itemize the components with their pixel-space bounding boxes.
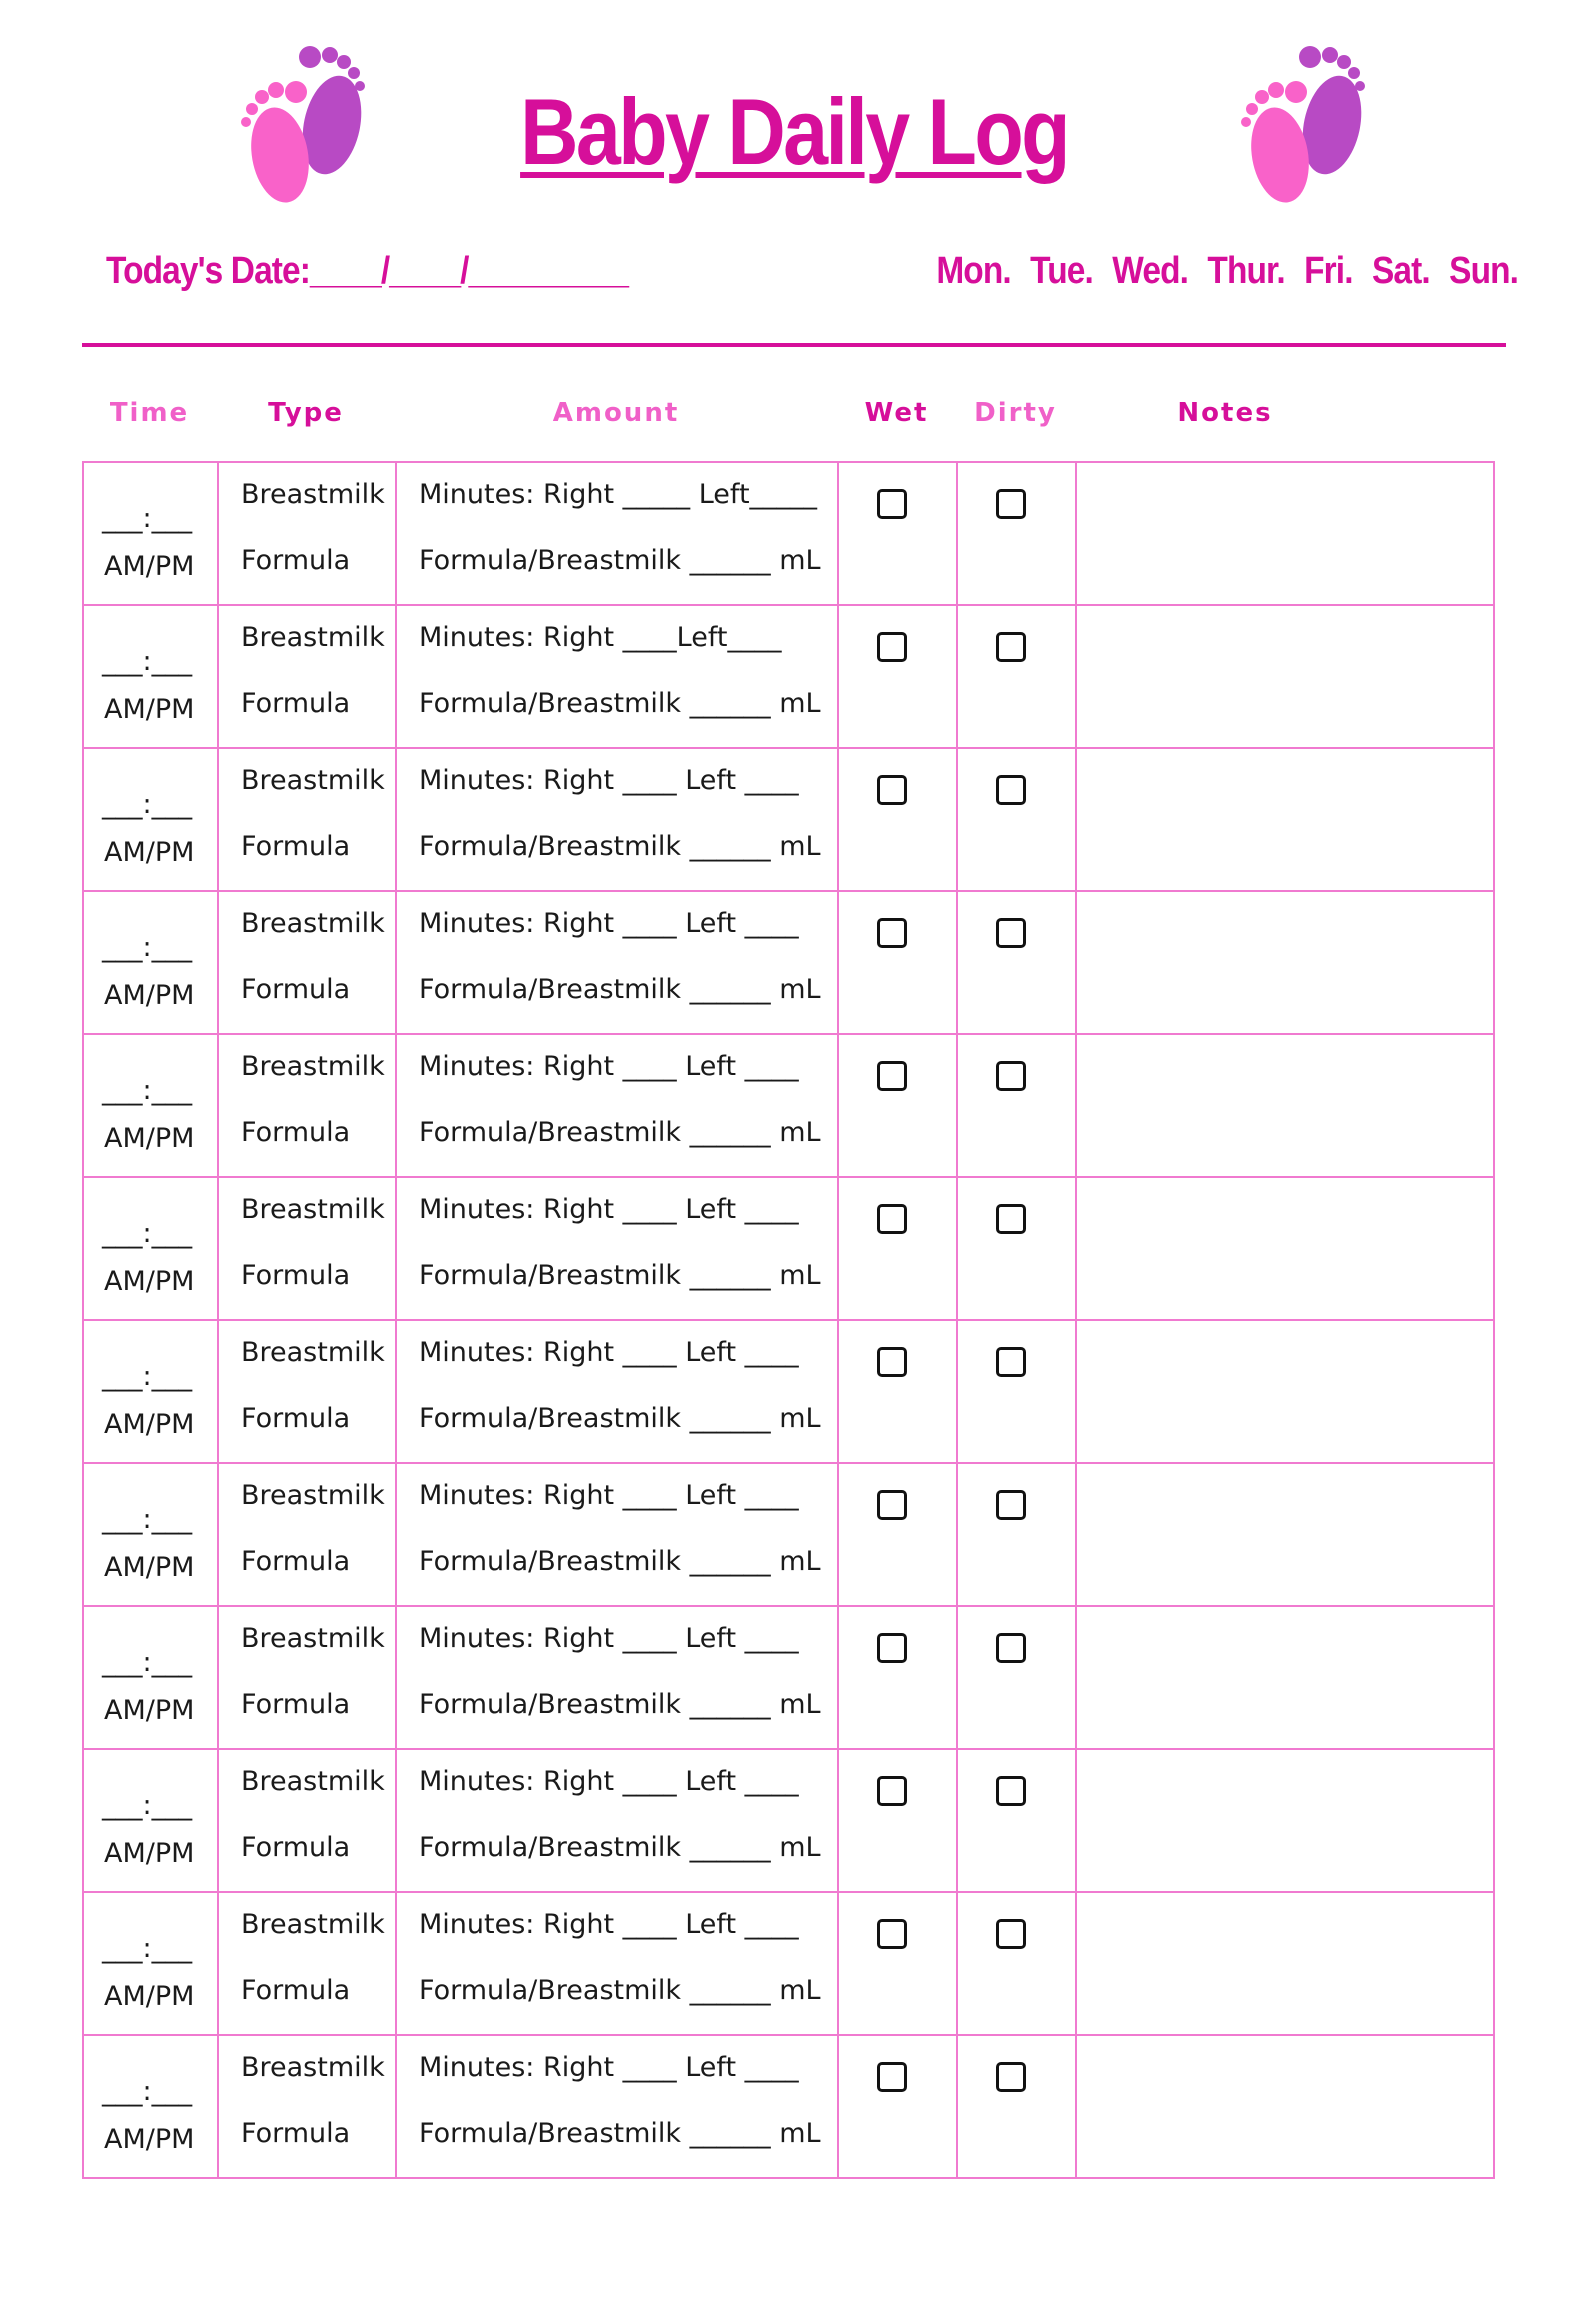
dirty-header: Dirty xyxy=(974,398,1057,428)
wet-checkbox[interactable] xyxy=(877,1061,907,1091)
volume-field: Formula/Breastmilk ______ mL xyxy=(419,2118,821,2149)
day-thur[interactable]: Thur. xyxy=(1207,250,1285,292)
wet-cell xyxy=(838,1463,957,1606)
volume-field: Formula/Breastmilk ______ mL xyxy=(419,1689,821,1720)
amount-cell[interactable] xyxy=(396,1606,838,1749)
wet-header: Wet xyxy=(864,398,929,428)
notes-cell[interactable] xyxy=(1076,2035,1494,2178)
dirty-cell xyxy=(957,1177,1076,1320)
minutes-field: Minutes: Right ____ Left ____ xyxy=(419,1194,799,1225)
amount-header: Amount xyxy=(552,398,680,428)
type-breastmilk[interactable]: Breastmilk xyxy=(241,1337,385,1368)
time-blank: ___:___ xyxy=(102,932,193,963)
page-title: Baby Daily Log xyxy=(520,79,1068,184)
wet-cell xyxy=(838,1034,957,1177)
type-cell xyxy=(218,1606,396,1749)
wet-cell xyxy=(838,605,957,748)
table-row xyxy=(83,1034,1494,1177)
dirty-checkbox[interactable] xyxy=(996,918,1026,948)
wet-cell xyxy=(838,748,957,891)
dirty-checkbox[interactable] xyxy=(996,489,1026,519)
volume-field: Formula/Breastmilk ______ mL xyxy=(419,1975,821,2006)
type-breastmilk[interactable]: Breastmilk xyxy=(241,1909,385,1940)
ampm-label: AM/PM xyxy=(104,2124,195,2155)
type-breastmilk[interactable]: Breastmilk xyxy=(241,1194,385,1225)
dirty-checkbox[interactable] xyxy=(996,2062,1026,2092)
amount-cell[interactable] xyxy=(396,1892,838,2035)
time-cell[interactable] xyxy=(83,1606,218,1749)
amount-cell[interactable] xyxy=(396,1034,838,1177)
ampm-label: AM/PM xyxy=(104,837,195,868)
table-row xyxy=(83,1749,1494,1892)
time-header: Time xyxy=(109,398,190,428)
type-cell xyxy=(218,1320,396,1463)
wet-checkbox[interactable] xyxy=(877,918,907,948)
wet-cell xyxy=(838,1177,957,1320)
type-cell xyxy=(218,2035,396,2178)
volume-field: Formula/Breastmilk ______ mL xyxy=(419,1832,821,1863)
dirty-cell xyxy=(957,605,1076,748)
amount-cell[interactable] xyxy=(396,2035,838,2178)
notes-cell[interactable] xyxy=(1076,1034,1494,1177)
time-blank: ___:___ xyxy=(102,1504,193,1535)
table-row xyxy=(83,2035,1494,2178)
minutes-field: Minutes: Right ____ Left ____ xyxy=(419,1051,799,1082)
type-cell xyxy=(218,1892,396,2035)
time-cell[interactable] xyxy=(83,1749,218,1892)
wet-checkbox[interactable] xyxy=(877,1347,907,1377)
date-field[interactable] xyxy=(106,250,628,293)
day-mon[interactable]: Mon. xyxy=(936,250,1011,292)
type-formula[interactable]: Formula xyxy=(241,831,351,862)
type-cell xyxy=(218,1463,396,1606)
dirty-checkbox[interactable] xyxy=(996,1490,1026,1520)
table-row xyxy=(83,605,1494,748)
ampm-label: AM/PM xyxy=(104,1838,195,1869)
day-wed[interactable]: Wed. xyxy=(1112,250,1188,292)
type-formula[interactable]: Formula xyxy=(241,545,351,576)
notes-cell[interactable] xyxy=(1076,891,1494,1034)
notes-header: Notes xyxy=(1177,398,1273,428)
dirty-cell xyxy=(957,1606,1076,1749)
ampm-label: AM/PM xyxy=(104,694,195,725)
wet-cell xyxy=(838,1320,957,1463)
volume-field: Formula/Breastmilk ______ mL xyxy=(419,545,821,576)
type-cell xyxy=(218,748,396,891)
type-cell xyxy=(218,605,396,748)
amount-cell[interactable] xyxy=(396,1320,838,1463)
time-blank: ___:___ xyxy=(102,1075,193,1106)
table-row xyxy=(83,462,1494,605)
time-blank: ___:___ xyxy=(102,2076,193,2107)
wet-checkbox[interactable] xyxy=(877,2062,907,2092)
dirty-checkbox[interactable] xyxy=(996,1061,1026,1091)
wet-checkbox[interactable] xyxy=(877,632,907,662)
minutes-field: Minutes: Right ____ Left ____ xyxy=(419,1623,799,1654)
minutes-field: Minutes: Right ____ Left ____ xyxy=(419,1909,799,1940)
wet-checkbox[interactable] xyxy=(877,1633,907,1663)
amount-cell[interactable] xyxy=(396,605,838,748)
wet-checkbox[interactable] xyxy=(877,1204,907,1234)
wet-checkbox[interactable] xyxy=(877,1776,907,1806)
ampm-label: AM/PM xyxy=(104,980,195,1011)
volume-field: Formula/Breastmilk ______ mL xyxy=(419,1403,821,1434)
time-cell[interactable] xyxy=(83,1177,218,1320)
dirty-checkbox[interactable] xyxy=(996,1633,1026,1663)
ampm-label: AM/PM xyxy=(104,1123,195,1154)
notes-cell[interactable] xyxy=(1076,1463,1494,1606)
minutes-field: Minutes: Right _____ Left_____ xyxy=(419,479,818,510)
amount-cell[interactable] xyxy=(396,1749,838,1892)
day-tue[interactable]: Tue. xyxy=(1030,250,1093,292)
dirty-checkbox[interactable] xyxy=(996,1204,1026,1234)
time-cell[interactable] xyxy=(83,605,218,748)
table-row xyxy=(83,1177,1494,1320)
type-breastmilk[interactable]: Breastmilk xyxy=(241,1623,385,1654)
type-breastmilk[interactable]: Breastmilk xyxy=(241,1480,385,1511)
dirty-cell xyxy=(957,1463,1076,1606)
type-formula[interactable]: Formula xyxy=(241,1403,351,1434)
ampm-label: AM/PM xyxy=(104,1266,195,1297)
type-breastmilk[interactable]: Breastmilk xyxy=(241,765,385,796)
date-blank: ____/____/_________ xyxy=(310,250,629,292)
wet-cell xyxy=(838,1606,957,1749)
amount-cell[interactable] xyxy=(396,748,838,891)
minutes-field: Minutes: Right ____ Left ____ xyxy=(419,765,799,796)
dirty-cell xyxy=(957,1034,1076,1177)
notes-cell[interactable] xyxy=(1076,1892,1494,2035)
wet-checkbox[interactable] xyxy=(877,775,907,805)
type-cell xyxy=(218,891,396,1034)
dirty-cell xyxy=(957,748,1076,891)
minutes-field: Minutes: Right ____ Left ____ xyxy=(419,1337,799,1368)
notes-cell[interactable] xyxy=(1076,1749,1494,1892)
type-breastmilk[interactable]: Breastmilk xyxy=(241,908,385,939)
time-cell[interactable] xyxy=(83,1320,218,1463)
type-breastmilk[interactable]: Breastmilk xyxy=(241,2052,385,2083)
type-breastmilk[interactable]: Breastmilk xyxy=(241,1766,385,1797)
minutes-field: Minutes: Right ____ Left ____ xyxy=(419,908,799,939)
time-blank: ___:___ xyxy=(102,1790,193,1821)
type-breastmilk[interactable]: Breastmilk xyxy=(241,622,385,653)
table-row xyxy=(83,1892,1494,2035)
time-cell[interactable] xyxy=(83,1892,218,2035)
volume-field: Formula/Breastmilk ______ mL xyxy=(419,974,821,1005)
type-formula[interactable]: Formula xyxy=(241,1975,351,2006)
type-formula[interactable]: Formula xyxy=(241,1689,351,1720)
dirty-checkbox[interactable] xyxy=(996,632,1026,662)
day-fri[interactable]: Fri. xyxy=(1304,250,1353,292)
dirty-checkbox[interactable] xyxy=(996,775,1026,805)
time-blank: ___:___ xyxy=(102,503,193,534)
type-formula[interactable]: Formula xyxy=(241,974,351,1005)
day-sun[interactable]: Sun. xyxy=(1449,250,1518,292)
time-cell[interactable] xyxy=(83,891,218,1034)
dirty-cell xyxy=(957,1892,1076,2035)
time-blank: ___:___ xyxy=(102,1361,193,1392)
wet-checkbox[interactable] xyxy=(877,1490,907,1520)
type-formula[interactable]: Formula xyxy=(241,1117,351,1148)
type-cell xyxy=(218,1749,396,1892)
minutes-field: Minutes: Right ____ Left ____ xyxy=(419,1766,799,1797)
table-row xyxy=(83,748,1494,891)
notes-cell[interactable] xyxy=(1076,1177,1494,1320)
dirty-cell xyxy=(957,1749,1076,1892)
wet-cell xyxy=(838,891,957,1034)
time-cell[interactable] xyxy=(83,1034,218,1177)
type-breastmilk[interactable]: Breastmilk xyxy=(241,479,385,510)
dirty-checkbox[interactable] xyxy=(996,1347,1026,1377)
ampm-label: AM/PM xyxy=(104,1552,195,1583)
type-header: Type xyxy=(268,398,344,428)
table-row xyxy=(83,891,1494,1034)
time-cell[interactable] xyxy=(83,2035,218,2178)
type-formula[interactable]: Formula xyxy=(241,1260,351,1291)
volume-field: Formula/Breastmilk ______ mL xyxy=(419,688,821,719)
time-blank: ___:___ xyxy=(102,1647,193,1678)
notes-cell[interactable] xyxy=(1076,605,1494,748)
ampm-label: AM/PM xyxy=(104,1981,195,2012)
day-sat[interactable]: Sat. xyxy=(1371,250,1430,292)
table-row xyxy=(83,1463,1494,1606)
dirty-cell xyxy=(957,1320,1076,1463)
wet-cell xyxy=(838,1892,957,2035)
type-cell xyxy=(218,1177,396,1320)
time-blank: ___:___ xyxy=(102,1933,193,1964)
date-label: Today's Date: xyxy=(106,250,311,292)
header-divider xyxy=(82,343,1506,347)
type-breastmilk[interactable]: Breastmilk xyxy=(241,1051,385,1082)
notes-cell[interactable] xyxy=(1076,1606,1494,1749)
wet-cell xyxy=(838,2035,957,2178)
type-formula[interactable]: Formula xyxy=(241,1832,351,1863)
wet-checkbox[interactable] xyxy=(877,1919,907,1949)
wet-checkbox[interactable] xyxy=(877,489,907,519)
table-row xyxy=(83,1606,1494,1749)
dirty-cell xyxy=(957,2035,1076,2178)
time-blank: ___:___ xyxy=(102,789,193,820)
dirty-cell xyxy=(957,891,1076,1034)
minutes-field: Minutes: Right ____ Left ____ xyxy=(419,1480,799,1511)
time-cell[interactable] xyxy=(83,748,218,891)
volume-field: Formula/Breastmilk ______ mL xyxy=(419,1260,821,1291)
type-cell xyxy=(218,1034,396,1177)
amount-cell[interactable] xyxy=(396,891,838,1034)
amount-cell[interactable] xyxy=(396,1177,838,1320)
minutes-field: Minutes: Right ____Left____ xyxy=(419,622,782,653)
time-blank: ___:___ xyxy=(102,646,193,677)
amount-cell[interactable] xyxy=(396,1463,838,1606)
notes-cell[interactable] xyxy=(1076,748,1494,891)
time-cell[interactable] xyxy=(83,462,218,605)
type-formula[interactable]: Formula xyxy=(241,2118,351,2149)
ampm-label: AM/PM xyxy=(104,1409,195,1440)
type-formula[interactable]: Formula xyxy=(241,1546,351,1577)
wet-cell xyxy=(838,462,957,605)
notes-cell[interactable] xyxy=(1076,462,1494,605)
minutes-field: Minutes: Right ____ Left ____ xyxy=(419,2052,799,2083)
volume-field: Formula/Breastmilk ______ mL xyxy=(419,1117,821,1148)
table-row xyxy=(83,1320,1494,1463)
weekday-selector xyxy=(936,250,1518,293)
time-blank: ___:___ xyxy=(102,1218,193,1249)
dirty-checkbox[interactable] xyxy=(996,1776,1026,1806)
ampm-label: AM/PM xyxy=(104,551,195,582)
ampm-label: AM/PM xyxy=(104,1695,195,1726)
log-table xyxy=(82,461,1495,2179)
dirty-checkbox[interactable] xyxy=(996,1919,1026,1949)
wet-cell xyxy=(838,1749,957,1892)
type-cell xyxy=(218,462,396,605)
type-formula[interactable]: Formula xyxy=(241,688,351,719)
notes-cell[interactable] xyxy=(1076,1320,1494,1463)
time-cell[interactable] xyxy=(83,1463,218,1606)
volume-field: Formula/Breastmilk ______ mL xyxy=(419,1546,821,1577)
amount-cell[interactable] xyxy=(396,462,838,605)
volume-field: Formula/Breastmilk ______ mL xyxy=(419,831,821,862)
dirty-cell xyxy=(957,462,1076,605)
